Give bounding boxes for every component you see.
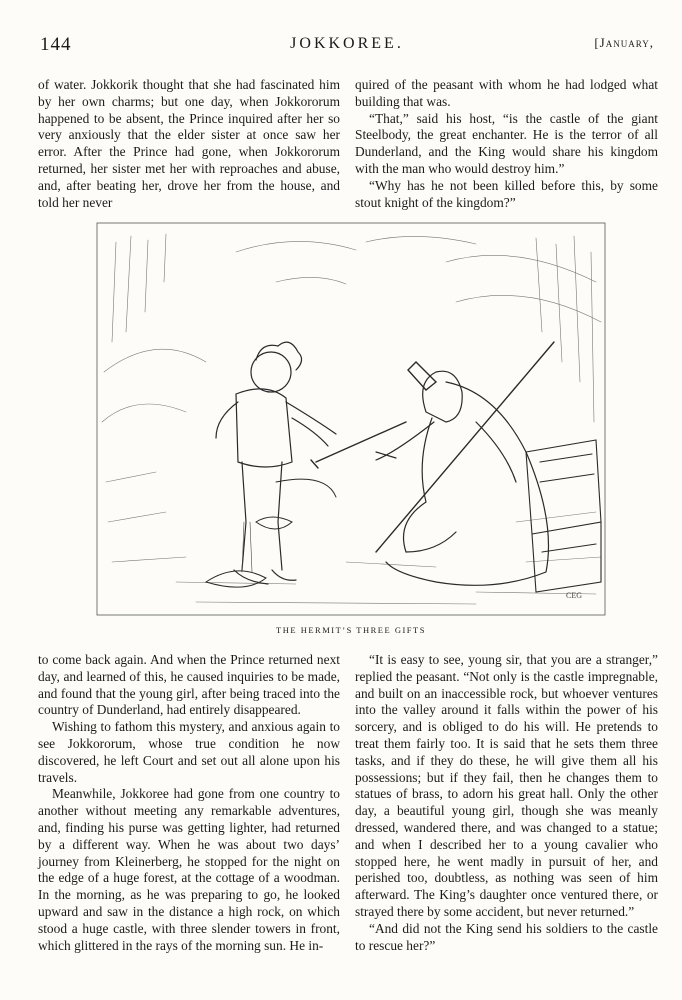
- column-top-right: [355, 77, 658, 211]
- hermit-illustration: [96, 222, 606, 618]
- column-bottom-right: [355, 652, 658, 954]
- page-number: 144: [40, 34, 72, 55]
- paragraph: Wishing to fathom this mystery, and anxious again to see Jokkororum, whose true condition he now discovered, he left Court and set out all alone upon his travels.: [38, 719, 340, 785]
- month-label: [January,: [594, 35, 654, 50]
- illustration-caption: THE HERMIT’S THREE GIFTS: [276, 625, 426, 635]
- column-bottom-left: [38, 652, 340, 954]
- column-top-left: [38, 77, 340, 211]
- paragraph: to come back again. And when the Prince returned next day, and learned of this, he caused inquiries to be made, and found that the young girl, after being traced into the country of Dunderland, had entirely disappeared.: [38, 652, 340, 718]
- running-title: JOKKOREE.: [290, 35, 404, 52]
- paragraph: quired of the peasant with whom he had lodged what building that was.: [355, 77, 658, 109]
- paragraph: “And did not the King send his soldiers to the castle to rescue her?”: [355, 920, 658, 953]
- paragraph: “It is easy to see, young sir, that you are a stranger,” replied the peasant. “Not only is the castle impregnable, and built on an inaccessible rock, but whoever ventures into the valley around it falls within the power of his sorcery, and is obliged to do his will. He pretends to treat them fairly too. It is said that he sets them three tasks, and if they do these, he will give them all his possessions; but if they fail, then he changes them to statues of brass, to adorn his great hall. Only the other day, a beautiful young girl, though she was meanly dressed, wandered there, and was changed to a statue; and when I described her to a young cavalier who stopped here, he went madly in pursuit of her, and perished too, doubtless, as nothing was seen of him afterward. The King’s daughter once ventured there, or strayed there by some accident, but never returned.”: [355, 652, 658, 919]
- paragraph: of water. Jokkorik thought that she had fascinated him by her own charms; but one day, when Jokkororum happened to be absent, the Prince inquired after her so very anxiously that the elder sister at once saw her error. After the Prince had gone, when Jokkororum returned, her sister met her with reproaches and abuse, and, after beating her, drove her from the house, and told her never: [38, 77, 340, 210]
- paragraph: “Why has he not been killed before this, by some stout knight of the kingdom?”: [355, 177, 658, 210]
- paragraph: “That,” said his host, “is the castle of the giant Steelbody, the great enchanter. He is the terror of all Dunderland, and the King would share his kingdom with the man who would destroy him.”: [355, 110, 658, 176]
- paragraph: Meanwhile, Jokkoree had gone from one country to another without meeting any remarkable adventures, and, finding his purse was getting lighter, had returned by a different way. When he was about two days’ journey from Kleinerberg, he stopped for the night on the edge of a huge forest, at the cottage of a woodman. In the morning, as he was preparing to go, he looked upward and saw in the distance a high rock, on which stood a huge castle, with three slender towers in front, which glittered in the rays of the morning sun. He in-: [38, 786, 340, 953]
- artist-signature: CEG: [566, 591, 582, 600]
- running-header: [40, 34, 654, 56]
